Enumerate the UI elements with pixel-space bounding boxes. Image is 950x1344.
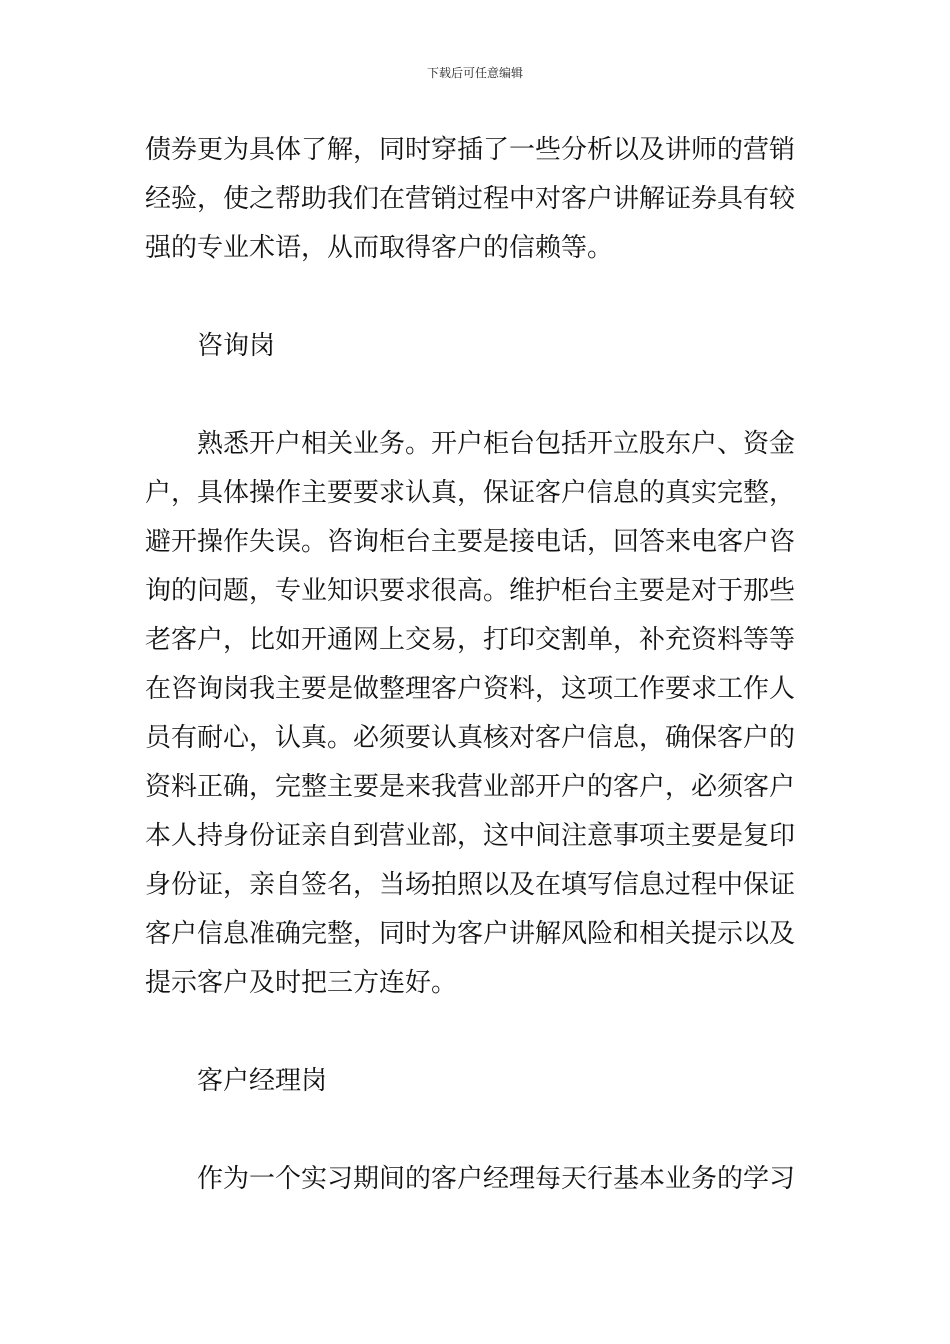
paragraph-line: 户，具体操作主要要求认真，保证客户信息的真实完整， [145,478,796,508]
paragraph-line: 本人持身份证亲自到营业部，这中间注意事项主要是复印 [145,821,796,851]
paragraph-line: 强的专业术语，从而取得客户的信赖等。 [145,233,614,263]
paragraph-spacer [145,1008,810,1057]
section-heading-account-manager: 客户经理岗 [197,1066,328,1096]
section-heading-consulting: 咨询岗 [197,331,276,361]
paragraph-spacer [145,1106,810,1155]
paragraph-line: 债券更为具体了解，同时穿插了一些分析以及讲师的营销 [145,135,796,165]
paragraph-line: 作为一个实习期间的客户经理每天行基本业务的学习 [197,1164,796,1194]
paragraph-line: 经验，使之帮助我们在营销过程中对客户讲解证券具有较 [145,184,796,214]
paragraph-spacer [145,273,810,322]
paragraph-line: 资料正确，完整主要是来我营业部开户的客户，必须客户 [145,772,796,802]
document-body [145,126,810,1204]
paragraph-spacer [145,371,810,420]
paragraph-line: 客户信息准确完整，同时为客户讲解风险和相关提示以及 [145,919,796,949]
paragraph-line: 熟悉开户相关业务。开户柜台包括开立股东户、资金 [197,429,796,459]
paragraph-line: 身份证，亲自签名，当场拍照以及在填写信息过程中保证 [145,870,796,900]
paragraph-line: 提示客户及时把三方连好。 [145,968,458,998]
paragraph-line: 询的问题，专业知识要求很高。维护柜台主要是对于那些 [145,576,796,606]
paragraph-line: 在咨询岗我主要是做整理客户资料，这项工作要求工作人 [145,674,796,704]
page-header: 下载后可任意编辑 [426,66,523,80]
paragraph-line: 老客户，比如开通网上交易，打印交割单，补充资料等等 [145,625,796,655]
paragraph-line: 员有耐心，认真。必须要认真核对客户信息，确保客户的 [145,723,796,753]
paragraph-line: 避开操作失误。咨询柜台主要是接电话，回答来电客户咨 [145,527,796,557]
